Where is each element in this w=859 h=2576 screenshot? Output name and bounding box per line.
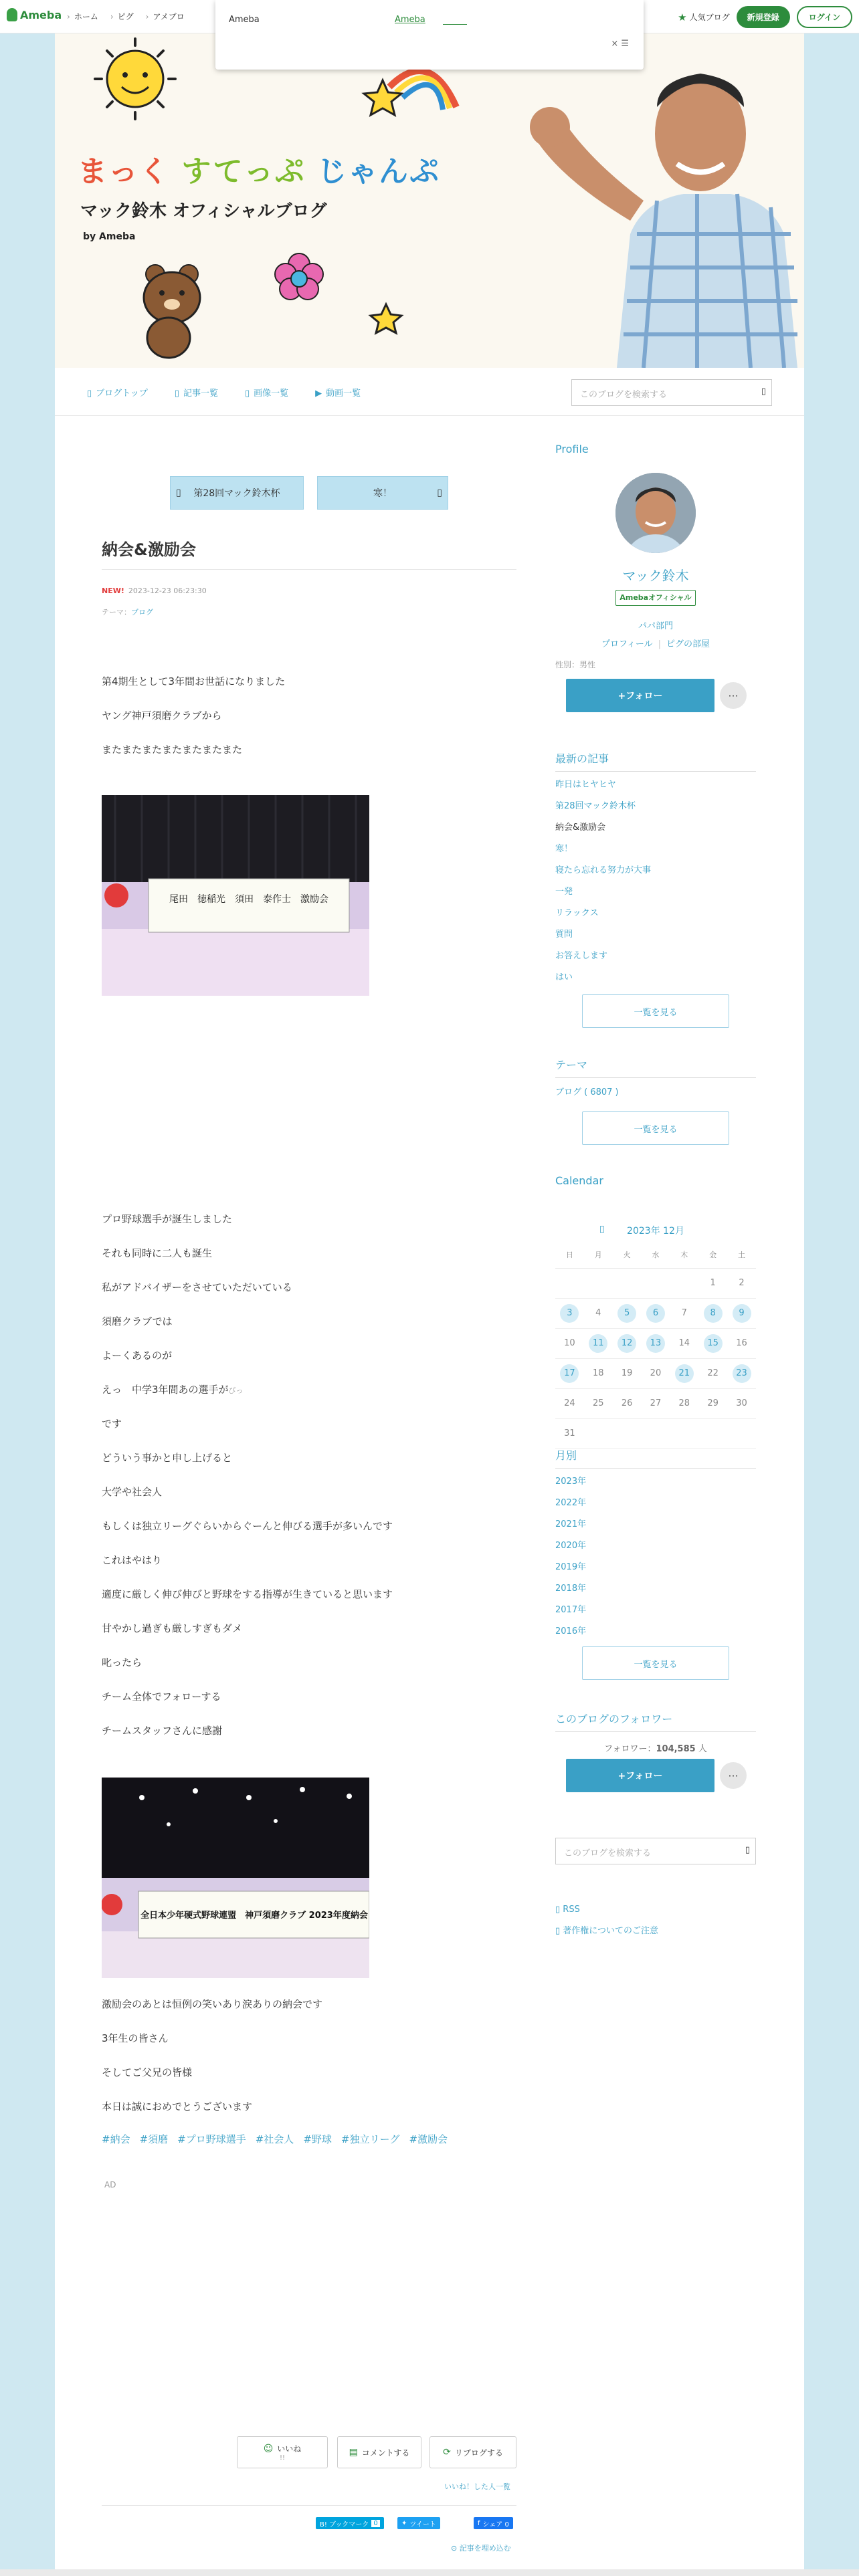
ameba-logo[interactable]: Ameba bbox=[7, 8, 62, 21]
embed-link[interactable]: ⊙ 記事を埋め込む bbox=[451, 2544, 511, 2553]
small-star-illustration bbox=[371, 304, 401, 333]
recent-entry[interactable]: 一発 bbox=[555, 887, 573, 897]
popup-close-icon[interactable]: × ☰ bbox=[611, 39, 629, 49]
nav-pigg[interactable]: › ピグ bbox=[110, 11, 134, 22]
profile-category[interactable]: パパ部門 bbox=[638, 621, 673, 631]
comment-button[interactable]: ▤ コメントする bbox=[337, 2436, 421, 2468]
calendar-cell bbox=[670, 1388, 698, 1418]
paragraph: もしくは独立リーグぐらいからぐーんと伸びる選手が多いんです bbox=[102, 1520, 393, 1532]
popup-input-underline[interactable] bbox=[443, 24, 467, 25]
copyright-link[interactable]: ▯ 著作権についてのご注意 bbox=[555, 1926, 659, 1936]
popular-blog-link[interactable]: ★ 人気ブログ bbox=[678, 11, 730, 23]
entry-photo-2[interactable] bbox=[102, 1778, 369, 1978]
profile-heading: Profile bbox=[555, 443, 589, 455]
hashtag[interactable]: #納会 bbox=[102, 2133, 130, 2145]
official-badge: Amebaオフィシャル bbox=[615, 590, 696, 606]
calendar-week bbox=[555, 1418, 756, 1448]
like-button[interactable]: ☺ いいね !! bbox=[237, 2436, 328, 2468]
blog-header-banner[interactable] bbox=[55, 33, 804, 368]
calendar-week bbox=[555, 1268, 756, 1298]
calendar-day bbox=[704, 1423, 723, 1442]
paragraph: これはやはり bbox=[102, 1554, 163, 1566]
theme-list bbox=[555, 1085, 619, 1106]
calendar-cell bbox=[642, 1418, 670, 1448]
calendar-heading: Calendar bbox=[555, 1174, 603, 1187]
calendar-day: 14 bbox=[678, 1337, 690, 1348]
calendar-cell bbox=[727, 1268, 756, 1298]
paragraph: それも同時に二人も誕生 bbox=[102, 1247, 213, 1259]
calendar-cell bbox=[613, 1418, 642, 1448]
calendar-week bbox=[555, 1328, 756, 1358]
calendar-day: 18 bbox=[592, 1368, 604, 1378]
archive-year[interactable]: 2016年 bbox=[555, 1626, 587, 1636]
twitter-icon: ✦ bbox=[401, 2519, 407, 2527]
reblog-icon: ⟳ bbox=[443, 2447, 451, 2458]
archive-year[interactable]: 2017年 bbox=[555, 1605, 587, 1615]
calendar-week bbox=[555, 1388, 756, 1418]
hashtag[interactable]: #プロ野球選手 bbox=[177, 2133, 246, 2145]
calendar-cell bbox=[584, 1418, 613, 1448]
paragraph: 須磨クラブでは bbox=[102, 1315, 173, 1327]
calendar-cell bbox=[555, 1328, 584, 1358]
register-button[interactable]: 新規登録 bbox=[737, 6, 790, 28]
calendar-day: 4 bbox=[595, 1307, 601, 1318]
calendar-cell bbox=[727, 1388, 756, 1418]
calendar-day-with-entry[interactable]: 15 bbox=[704, 1334, 723, 1353]
calendar-day: 27 bbox=[650, 1398, 662, 1408]
calendar-day: 28 bbox=[678, 1398, 690, 1408]
theme-heading: テーマ bbox=[555, 1057, 756, 1078]
calendar-cell bbox=[670, 1418, 698, 1448]
calendar-weekday: 水 bbox=[642, 1241, 670, 1268]
paragraph: どういう事かと申し上げると bbox=[102, 1452, 233, 1464]
entry-photo-1[interactable] bbox=[102, 795, 369, 996]
calendar-cell bbox=[555, 1418, 584, 1448]
hashtag[interactable]: #社会人 bbox=[255, 2133, 294, 2145]
flower-illustration bbox=[275, 253, 323, 300]
archive-year[interactable]: 2019年 bbox=[555, 1562, 587, 1572]
smile-icon: ☺ bbox=[263, 2443, 274, 2454]
next-entry-button[interactable]: 寒！ ▯ bbox=[317, 476, 448, 510]
calendar-day-with-entry[interactable]: 21 bbox=[675, 1364, 694, 1383]
calendar-cell bbox=[584, 1328, 613, 1358]
nav-image-list[interactable]: ▯ 画像一覧 bbox=[244, 389, 289, 399]
calendar-cell bbox=[727, 1418, 756, 1448]
crown-icon: ★ bbox=[678, 11, 687, 23]
rss-link[interactable]: ▯ RSS bbox=[555, 1905, 580, 1915]
calendar-day: 25 bbox=[592, 1398, 604, 1408]
calendar-day-with-entry[interactable]: 5 bbox=[617, 1304, 636, 1323]
entry-title[interactable]: 納会&激励会 bbox=[102, 536, 516, 570]
recent-entry[interactable]: 寝たら忘れる努力が大事 bbox=[555, 865, 652, 875]
bottom-scroll-bar bbox=[0, 2569, 859, 2576]
profile-gender: 性別：男性 bbox=[555, 660, 596, 669]
profile-name[interactable]: マック鈴木 bbox=[622, 568, 689, 584]
avatar-image bbox=[615, 473, 696, 553]
blog-search-input[interactable]: このブログを検索する ▯ bbox=[571, 379, 772, 406]
calendar-day-with-entry[interactable]: 13 bbox=[646, 1334, 665, 1353]
follow-button-bottom[interactable]: +フォロー bbox=[566, 1759, 714, 1792]
prev-entry-button[interactable]: ▯ 第28回マック鈴木杯 bbox=[170, 476, 304, 510]
calendar-cell bbox=[584, 1298, 613, 1328]
blog-title: まっく すてっぷ じゃんぷ bbox=[78, 154, 440, 189]
facebook-icon: f bbox=[478, 2519, 480, 2527]
calendar-day-with-entry[interactable]: 11 bbox=[589, 1334, 607, 1353]
calendar-cell bbox=[642, 1388, 670, 1418]
list-icon: ▯ bbox=[174, 389, 179, 399]
reblog-button[interactable]: ⟳ リブログする bbox=[430, 2436, 516, 2468]
archive-list bbox=[555, 1474, 586, 1645]
paragraph: 大学や社会人 bbox=[102, 1486, 163, 1498]
theme-item[interactable]: ブログ ( 6807 ) bbox=[555, 1087, 619, 1097]
paragraph: そしてご父兄の皆様 bbox=[102, 2066, 193, 2078]
hashtags bbox=[102, 2132, 448, 2146]
hashtag[interactable]: #激励会 bbox=[409, 2133, 448, 2145]
broken-image-icon: びっ bbox=[228, 1386, 244, 1395]
calendar-day: 19 bbox=[621, 1368, 633, 1378]
divider bbox=[102, 2505, 516, 2506]
paragraph: チーム全体でフォローする bbox=[102, 1691, 221, 1703]
popup-link[interactable]: Ameba bbox=[395, 15, 425, 25]
recent-entry-current[interactable]: 納会&激励会 bbox=[555, 823, 606, 833]
by-ameba: by Ameba bbox=[83, 231, 136, 242]
paragraph: 叱ったら bbox=[102, 1656, 142, 1669]
calendar-cell bbox=[584, 1358, 613, 1388]
paragraph: ヤング神戸須磨クラブから bbox=[102, 710, 222, 722]
calendar-cell bbox=[613, 1298, 642, 1328]
calendar-day bbox=[589, 1423, 607, 1442]
comment-icon: ▤ bbox=[349, 2447, 358, 2458]
calendar-day bbox=[617, 1273, 636, 1291]
calendar-cell bbox=[670, 1268, 698, 1298]
calendar-cell bbox=[555, 1298, 584, 1328]
calendar-cell bbox=[613, 1388, 642, 1418]
paragraph: 激励会のあとは恒例の笑いあり涙ありの納会です bbox=[102, 1998, 323, 2010]
archive-year[interactable]: 2022年 bbox=[555, 1498, 587, 1508]
ameba-popup bbox=[215, 0, 644, 70]
calendar-day bbox=[560, 1273, 579, 1291]
calendar-day bbox=[646, 1273, 665, 1291]
recent-entries-list bbox=[555, 777, 651, 991]
more-options-button-bottom[interactable]: ··· bbox=[720, 1762, 747, 1789]
tweet-button[interactable]: ✦ ツイート bbox=[397, 2517, 440, 2529]
recent-entry[interactable]: お答えします bbox=[555, 951, 608, 961]
calendar-prev-icon[interactable]: ▯ bbox=[599, 1224, 605, 1235]
profile-link[interactable]: プロフィール bbox=[601, 639, 653, 649]
calendar-cell bbox=[698, 1388, 727, 1418]
follow-button[interactable]: +フォロー bbox=[566, 679, 714, 712]
entry-theme: テーマ：ブログ bbox=[102, 608, 153, 617]
hashtag[interactable]: #須磨 bbox=[139, 2133, 169, 2145]
calendar-cell bbox=[727, 1298, 756, 1328]
recent-entry[interactable]: 第28回マック鈴木杯 bbox=[555, 801, 636, 811]
calendar-day bbox=[675, 1423, 694, 1442]
calendar-day bbox=[733, 1423, 751, 1442]
recent-see-all-button[interactable]: 一覧を見る bbox=[582, 994, 729, 1028]
calendar-cell bbox=[613, 1268, 642, 1298]
blog-nav bbox=[55, 368, 804, 416]
blog-frame bbox=[55, 33, 804, 2576]
archive-year[interactable]: 2018年 bbox=[555, 1584, 587, 1594]
search-icon[interactable]: ▯ bbox=[761, 387, 766, 397]
sun-illustration bbox=[107, 51, 163, 107]
paragraph: 第4期生として3年間お世話になりました bbox=[102, 675, 286, 687]
recent-entry[interactable]: リラックス bbox=[555, 908, 599, 918]
calendar-day: 2 bbox=[739, 1277, 745, 1288]
global-nav bbox=[67, 11, 185, 22]
calendar-cell bbox=[698, 1328, 727, 1358]
calendar-cell bbox=[613, 1358, 642, 1388]
calendar-cell bbox=[584, 1388, 613, 1418]
calendar-day-with-entry[interactable]: 12 bbox=[617, 1334, 636, 1353]
photo-2-banner-text: 全日本少年硬式野球連盟 神戸須磨クラブ 2023年度納会 bbox=[140, 1911, 368, 1921]
calendar-week bbox=[555, 1298, 756, 1328]
calendar-weekday: 月 bbox=[584, 1241, 613, 1268]
nav-blog-top[interactable]: ▯ ブログトップ bbox=[87, 389, 148, 399]
calendar-cell bbox=[642, 1268, 670, 1298]
profile-links: プロフィール | ピグの部屋 bbox=[601, 639, 710, 649]
ad-label: AD bbox=[104, 2180, 116, 2189]
popup-title: Ameba bbox=[229, 15, 260, 25]
chevron-right-icon: ▯ bbox=[437, 488, 442, 498]
calendar-cell bbox=[670, 1328, 698, 1358]
paragraph: またまたまたまたまたまたまた bbox=[102, 744, 243, 756]
calendar-cell bbox=[555, 1358, 584, 1388]
calendar-week bbox=[555, 1358, 756, 1388]
calendar-cell bbox=[584, 1268, 613, 1298]
calendar-weekday: 日 bbox=[555, 1241, 584, 1268]
calendar-day-with-entry[interactable]: 23 bbox=[733, 1364, 751, 1383]
calendar-weekday: 火 bbox=[613, 1241, 642, 1268]
likers-link[interactable]: いいね！した人一覧 bbox=[444, 2482, 510, 2491]
embed-icon: ⊙ bbox=[451, 2544, 460, 2553]
archive-year[interactable]: 2021年 bbox=[555, 1519, 587, 1529]
video-icon: ▶ bbox=[315, 389, 322, 399]
followers-heading: このブログのフォロワー bbox=[555, 1711, 756, 1732]
home-icon: ▯ bbox=[87, 389, 92, 399]
calendar-weekday: 土 bbox=[727, 1241, 756, 1268]
calendar-cell bbox=[698, 1358, 727, 1388]
avatar[interactable] bbox=[615, 473, 696, 553]
calendar-cell bbox=[727, 1328, 756, 1358]
image-icon: ▯ bbox=[244, 389, 250, 399]
paragraph: です bbox=[102, 1418, 122, 1430]
recent-entry[interactable]: はい bbox=[555, 972, 573, 982]
paragraph: チームスタッフさんに感謝 bbox=[102, 1725, 223, 1737]
theme-link[interactable]: ブログ bbox=[131, 608, 153, 617]
calendar-cell bbox=[555, 1388, 584, 1418]
calendar-cell bbox=[670, 1358, 698, 1388]
paragraph: よーくあるのが bbox=[102, 1350, 173, 1362]
archive-see-all-button[interactable]: 一覧を見る bbox=[582, 1646, 729, 1680]
entry-meta: NEW! 2023-12-23 06:23:30 bbox=[102, 586, 207, 595]
calendar-day-with-entry[interactable]: 8 bbox=[704, 1304, 723, 1323]
calendar-day-with-entry[interactable]: 3 bbox=[560, 1304, 579, 1323]
recent-entry[interactable]: 質問 bbox=[555, 930, 573, 940]
rss-icon: ▯ bbox=[555, 1905, 563, 1915]
search-icon[interactable]: ▯ bbox=[745, 1845, 750, 1855]
calendar-weekday: 木 bbox=[670, 1241, 698, 1268]
calendar-day: 1 bbox=[710, 1277, 716, 1288]
calendar-day bbox=[589, 1273, 607, 1291]
calendar-weekday: 金 bbox=[698, 1241, 727, 1268]
sidebar-search-input[interactable]: このブログを検索する ▯ bbox=[555, 1838, 756, 1864]
calendar-day bbox=[675, 1273, 694, 1291]
calendar-cell bbox=[555, 1268, 584, 1298]
calendar-day bbox=[646, 1423, 665, 1442]
calendar-cell bbox=[670, 1298, 698, 1328]
hashtag[interactable]: #野球 bbox=[303, 2133, 332, 2145]
calendar-day: 16 bbox=[736, 1337, 747, 1348]
calendar-cell bbox=[698, 1268, 727, 1298]
blog-subtitle: マック鈴木 オフィシャルブログ bbox=[80, 201, 327, 221]
calendar-day: 10 bbox=[564, 1337, 575, 1348]
paragraph: えっ 中学3年間あの選手がびっ bbox=[102, 1384, 244, 1396]
like-count: !! bbox=[279, 2454, 286, 2462]
recent-heading: 最新の記事 bbox=[555, 750, 756, 772]
facebook-share-button[interactable]: f シェア 0 bbox=[474, 2517, 513, 2529]
hatena-bookmark-button[interactable]: B! ブックマーク 0 bbox=[316, 2517, 384, 2529]
ameba-logo-icon bbox=[7, 8, 17, 21]
archive-year[interactable]: 2023年 bbox=[555, 1477, 587, 1487]
calendar-cell bbox=[642, 1298, 670, 1328]
calendar-day: 26 bbox=[621, 1398, 633, 1408]
recent-entry[interactable]: 昨日はヒヤヒヤ bbox=[555, 780, 617, 790]
calendar-cell bbox=[698, 1418, 727, 1448]
recent-entry[interactable]: 寒！ bbox=[555, 844, 573, 854]
calendar-day-with-entry[interactable]: 9 bbox=[733, 1304, 751, 1323]
calendar-day: 7 bbox=[681, 1307, 687, 1318]
info-icon: ▯ bbox=[555, 1926, 563, 1936]
blogger-photo bbox=[530, 74, 797, 368]
login-button[interactable]: ログイン bbox=[797, 6, 852, 28]
paragraph: 私がアドバイザーをさせていただいている bbox=[102, 1281, 292, 1293]
hashtag[interactable]: #独立リーグ bbox=[341, 2133, 400, 2145]
calendar-day: 22 bbox=[707, 1368, 719, 1378]
paragraph: 適度に厳しく伸び伸びと野球をする指導が生きていると思います bbox=[102, 1588, 393, 1600]
photo-1-banner-text: 尾田 徳稲光 須田 泰作士 激励会 bbox=[169, 894, 328, 905]
calendar-day: 31 bbox=[564, 1428, 575, 1438]
calendar-cell bbox=[642, 1358, 670, 1388]
calendar-cell bbox=[642, 1328, 670, 1358]
nav-video-list[interactable]: ▶ 動画一覧 bbox=[315, 389, 361, 399]
calendar-cell bbox=[613, 1328, 642, 1358]
bear-illustration bbox=[144, 265, 200, 358]
paragraph: プロ野球選手が誕生しました bbox=[102, 1213, 233, 1225]
more-options-button[interactable]: ··· bbox=[720, 682, 747, 709]
nav-home[interactable]: › ホーム bbox=[67, 11, 98, 22]
calendar-day bbox=[617, 1423, 636, 1442]
calendar-day-with-entry[interactable]: 6 bbox=[646, 1304, 665, 1323]
calendar-day: 30 bbox=[736, 1398, 747, 1408]
paragraph: 本日は誠におめでとうございます bbox=[102, 2101, 253, 2113]
theme-see-all-button[interactable]: 一覧を見る bbox=[582, 1111, 729, 1145]
calendar-day-with-entry[interactable]: 17 bbox=[560, 1364, 579, 1383]
photo-2-image bbox=[102, 1778, 369, 1978]
calendar-day: 24 bbox=[564, 1398, 575, 1408]
nav-entry-list[interactable]: ▯ 記事一覧 bbox=[174, 389, 218, 399]
calendar-day: 20 bbox=[650, 1368, 662, 1378]
paragraph: 甘やかし過ぎも厳しすぎもダメ bbox=[102, 1622, 243, 1634]
calendar-table bbox=[555, 1241, 756, 1449]
photo-1-image bbox=[102, 795, 369, 996]
calendar-cell bbox=[727, 1358, 756, 1388]
calendar-day: 29 bbox=[707, 1398, 719, 1408]
calendar-cell bbox=[698, 1298, 727, 1328]
chevron-left-icon: ▯ bbox=[176, 488, 181, 498]
calendar-month: ▯ 2023年 12月 bbox=[599, 1224, 684, 1237]
pig-room-link[interactable]: ピグの部屋 bbox=[666, 639, 710, 649]
archive-heading: 月別 bbox=[555, 1447, 756, 1469]
nav-ameblo[interactable]: › アメブロ bbox=[146, 11, 185, 22]
archive-year[interactable]: 2020年 bbox=[555, 1541, 587, 1551]
followers-count: フォロワー：104,585 人 bbox=[604, 1744, 707, 1754]
paragraph: 3年生の皆さん bbox=[102, 2032, 169, 2044]
